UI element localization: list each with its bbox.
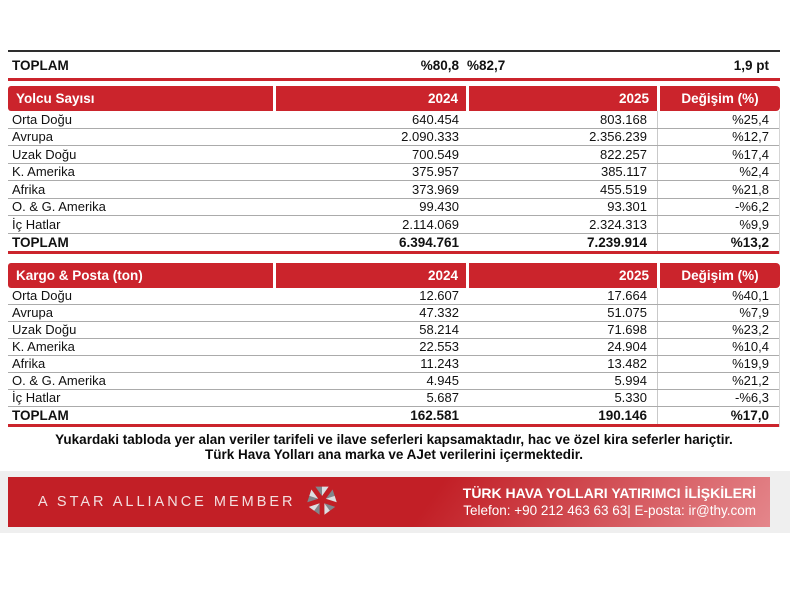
value-change: %13,2 [657, 234, 780, 251]
table-row [8, 339, 779, 356]
row-label: Orta Doğu [12, 288, 72, 303]
value-2025: 17.664 [607, 288, 647, 303]
value-2025: 7.239.914 [586, 234, 647, 250]
table-row [8, 181, 779, 199]
row-label: O. & G. Amerika [12, 199, 106, 215]
column-header-2024: 2024 [276, 263, 466, 288]
row-label: TOPLAM [12, 407, 69, 423]
table-row [8, 288, 779, 305]
table-row [8, 199, 779, 217]
column-header-2025: 2025 [469, 86, 657, 111]
value-2024: 2.114.069 [402, 216, 459, 232]
table-row [8, 356, 779, 373]
value-2024: 2.090.333 [401, 129, 459, 145]
column-header-change: Değişim (%) [660, 86, 780, 111]
star-alliance-label: A STAR ALLIANCE MEMBER [38, 494, 296, 510]
value-change: %12,7 [657, 129, 780, 146]
column-header-2025: 2025 [469, 263, 657, 288]
value-change: %40,1 [657, 288, 780, 304]
value-change: %25,4 [657, 111, 780, 128]
value-2024: 640.454 [412, 111, 459, 127]
value-2024: 58.214 [419, 322, 459, 337]
value-2024: 4.945 [426, 373, 459, 388]
value-change: %10,4 [657, 339, 780, 355]
row-label: İç Hatlar [12, 390, 61, 405]
row-label: Uzak Doğu [12, 322, 77, 337]
value-change: %2,4 [657, 164, 780, 181]
column-header-change: Değişim (%) [660, 263, 780, 288]
value-2024: 12.607 [419, 288, 459, 303]
value-2025: 2.356.239 [589, 129, 647, 145]
value-2025: 822.257 [600, 146, 647, 162]
row-label: Afrika [12, 356, 46, 371]
value-change: %17,4 [657, 146, 780, 163]
row-label: K. Amerika [12, 339, 75, 354]
value-2024: 99.430 [419, 199, 459, 215]
value-2024: 700.549 [412, 146, 459, 162]
row-label: Orta Doğu [12, 111, 72, 127]
investor-relations-block [463, 485, 770, 519]
row-label: Afrika [12, 181, 46, 197]
table-row [8, 216, 779, 234]
value-2024: 162.581 [410, 407, 459, 423]
section-title: Yolcu Sayısı [8, 86, 273, 111]
value-change: %21,8 [657, 181, 780, 198]
table-row [8, 129, 779, 147]
table-row [8, 146, 779, 164]
load-factor-2024-value: %80,8 [420, 57, 459, 73]
value-2025: 2.324.313 [589, 216, 647, 232]
value-2024: 47.332 [419, 305, 459, 320]
investor-relations-contact: Telefon: +90 212 463 63 63| E-posta: ir@thy.com [463, 503, 756, 518]
row-label: K. Amerika [12, 164, 75, 180]
row-label: İç Hatlar [12, 216, 61, 232]
value-2025: 385.117 [600, 164, 647, 180]
table-row [8, 111, 779, 129]
value-2025: 24.904 [607, 339, 647, 354]
table-row [8, 322, 779, 339]
value-2025: 13.482 [607, 356, 647, 371]
value-2025: 5.330 [614, 390, 647, 405]
traffic-data-table [8, 50, 780, 463]
load-factor-total-row [8, 50, 780, 81]
value-change: %19,9 [657, 356, 780, 372]
footer-banner [8, 477, 770, 527]
load-factor-change-value: 1,9 pt [733, 57, 769, 73]
passenger-section [8, 86, 780, 254]
table-footnotes [8, 432, 780, 463]
star-alliance-block [8, 484, 338, 521]
investor-relations-title: TÜRK HAVA YOLLARI YATIRIMCI İLİŞKİLERİ [462, 485, 756, 501]
footnote-line-2: Türk Hava Yolları ana marka ve AJet verilerini içermektedir. [205, 447, 583, 462]
load-factor-total-label: TOPLAM [12, 57, 69, 73]
value-2024: 6.394.761 [398, 234, 459, 250]
passenger-section-header [8, 86, 780, 111]
cargo-rows [8, 288, 780, 427]
value-change: %7,9 [657, 305, 780, 321]
row-label: Avrupa [12, 305, 53, 320]
total-row [8, 234, 779, 254]
value-2025: 455.519 [600, 181, 647, 197]
table-row [8, 373, 779, 390]
value-change: -%6,2 [657, 199, 780, 216]
value-2024: 375.957 [412, 164, 459, 180]
row-label: O. & G. Amerika [12, 373, 106, 388]
value-2025: 190.146 [598, 407, 647, 423]
cargo-section [8, 263, 780, 427]
value-2024: 373.969 [412, 181, 459, 197]
value-change: %23,2 [657, 322, 780, 338]
star-alliance-logo-icon [306, 484, 338, 521]
value-change: %17,0 [657, 407, 780, 424]
cargo-section-header [8, 263, 780, 288]
value-2025: 803.168 [600, 111, 647, 127]
row-label: Avrupa [12, 129, 53, 145]
section-title: Kargo & Posta (ton) [8, 263, 273, 288]
value-2024: 11.243 [420, 356, 459, 371]
value-2024: 22.553 [419, 339, 459, 354]
row-label: TOPLAM [12, 234, 69, 250]
column-header-2024: 2024 [276, 86, 466, 111]
table-row [8, 164, 779, 182]
value-change: -%6,3 [657, 390, 780, 406]
total-row [8, 407, 779, 427]
value-2025: 5.994 [614, 373, 647, 388]
value-2025: 93.301 [607, 199, 647, 215]
value-2025: 71.698 [607, 322, 647, 337]
row-label: Uzak Doğu [12, 146, 77, 162]
load-factor-2025-value: %82,7 [467, 57, 506, 73]
table-row [8, 305, 779, 322]
table-row [8, 390, 779, 407]
footnote-line-1: Yukardaki tabloda yer alan veriler tarifeli ve ilave seferleri kapsamaktadır, hac ve özel kira seferler hariçtir. [55, 431, 733, 447]
value-change: %21,2 [657, 373, 780, 389]
value-2025: 51.075 [607, 305, 647, 320]
value-change: %9,9 [657, 216, 780, 233]
value-2024: 5.687 [426, 390, 459, 405]
passenger-rows [8, 111, 780, 254]
